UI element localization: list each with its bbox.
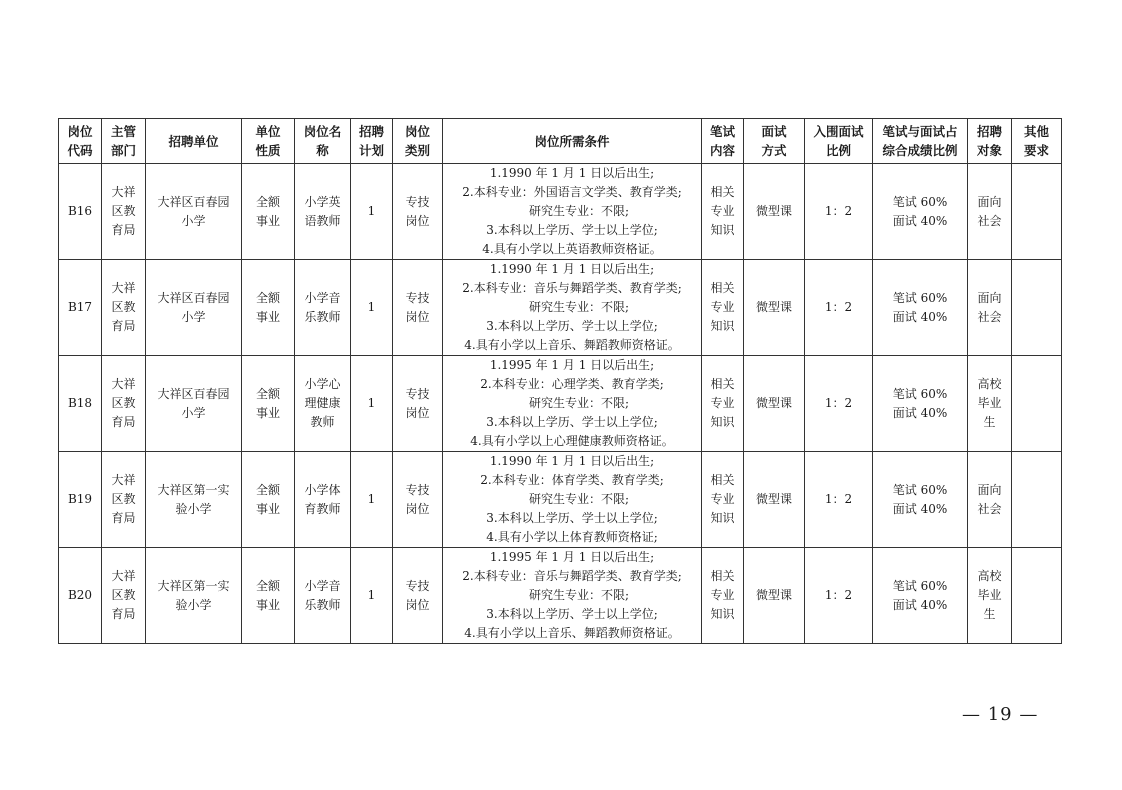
header-conditions: 岗位所需条件 [443, 119, 702, 164]
cell-other [1012, 260, 1062, 356]
cell-conditions [443, 164, 702, 260]
cell-target-text: 高校毕业生 [977, 377, 1002, 429]
cell-nature [242, 260, 295, 356]
recruitment-table [58, 118, 1062, 644]
weight-interview: 面试 40% [892, 213, 948, 228]
header-ratio: 入围面试比例 [805, 119, 873, 164]
cell-interview-text: 微型课 [755, 492, 792, 506]
condition-line: 2.本科专业：外国语言文学类、教育学类; [462, 185, 682, 199]
weight-interview: 面试 40% [892, 501, 948, 516]
cell-exam [702, 548, 744, 644]
header-other: 其他要求 [1012, 119, 1062, 164]
cell-nature-text: 全额事业 [255, 482, 280, 516]
header-nature: 单位性质 [242, 119, 295, 164]
cell-interview [744, 164, 805, 260]
condition-line: 2.本科专业：音乐与舞蹈学类、教育学类; [462, 569, 682, 583]
cell-other [1012, 548, 1062, 644]
cell-unit [146, 548, 242, 644]
cell-code-text: B18 [67, 396, 93, 410]
cell-category-text: 专技岗位 [405, 482, 430, 516]
table-row [59, 452, 1062, 548]
cell-unit [146, 452, 242, 548]
cell-exam [702, 452, 744, 548]
cell-conditions [443, 356, 702, 452]
condition-line: 4.具有小学以上音乐、舞蹈教师资格证。 [464, 338, 680, 352]
cell-dept [102, 164, 146, 260]
weight-written: 笔试 60% [892, 482, 948, 497]
condition-line: 2.本科专业：体育学类、教育学类; [480, 473, 664, 487]
cell-plan-text: 1 [367, 396, 376, 410]
cell-code-text: B20 [67, 588, 93, 602]
table-row [59, 356, 1062, 452]
cell-category [393, 548, 443, 644]
cell-nature-text: 全额事业 [255, 578, 280, 612]
cell-plan-text: 1 [367, 588, 376, 602]
cell-category [393, 164, 443, 260]
cell-dept-text: 大祥区教育局 [111, 569, 136, 621]
condition-line: 3.本科以上学历、学士以上学位; [486, 223, 658, 237]
cell-plan-text: 1 [367, 204, 376, 218]
cell-target [968, 356, 1012, 452]
cell-interview [744, 356, 805, 452]
cell-target-text: 面向社会 [977, 290, 1002, 324]
cell-target [968, 452, 1012, 548]
cell-position [295, 260, 351, 356]
cell-position [295, 452, 351, 548]
cell-weight [873, 164, 968, 260]
cell-plan [351, 164, 393, 260]
cell-code [59, 260, 102, 356]
cell-target [968, 260, 1012, 356]
header-position: 岗位名称 [295, 119, 351, 164]
header-code: 岗位代码 [59, 119, 102, 164]
cell-target-text: 面向社会 [977, 482, 1002, 516]
cell-unit-text: 大祥区百春园小学 [157, 290, 230, 324]
condition-line: 2.本科专业：音乐与舞蹈学类、教育学类; [462, 281, 682, 295]
condition-line: 1.1990 年 1 月 1 日以后出生; [489, 166, 655, 180]
weight-interview: 面试 40% [892, 597, 948, 612]
cell-nature [242, 452, 295, 548]
cell-position-text: 小学心理健康教师 [304, 377, 341, 429]
cell-category [393, 452, 443, 548]
condition-line: 研究生专业：不限; [528, 492, 630, 506]
weight-interview: 面试 40% [892, 405, 948, 420]
cell-weight [873, 548, 968, 644]
cell-plan [351, 548, 393, 644]
table-row [59, 548, 1062, 644]
cell-ratio-text: 1：2 [824, 396, 853, 410]
cell-conditions [443, 548, 702, 644]
cell-ratio-text: 1：2 [824, 492, 853, 506]
cell-interview [744, 260, 805, 356]
cell-dept [102, 548, 146, 644]
cell-target-text: 面向社会 [977, 194, 1002, 228]
cell-unit-text: 大祥区百春园小学 [157, 386, 230, 420]
cell-conditions [443, 260, 702, 356]
cell-dept-text: 大祥区教育局 [111, 185, 136, 237]
cell-weight [873, 452, 968, 548]
cell-nature [242, 164, 295, 260]
header-target: 招聘对象 [968, 119, 1012, 164]
weight-interview: 面试 40% [892, 309, 948, 324]
cell-weight [873, 260, 968, 356]
cell-other [1012, 164, 1062, 260]
condition-line: 3.本科以上学历、学士以上学位; [486, 319, 658, 333]
cell-other [1012, 452, 1062, 548]
header-interview: 面试方式 [744, 119, 805, 164]
cell-nature [242, 356, 295, 452]
cell-dept [102, 356, 146, 452]
cell-plan [351, 260, 393, 356]
cell-nature [242, 548, 295, 644]
cell-dept [102, 452, 146, 548]
cell-exam-text: 相关专业知识 [710, 185, 735, 237]
cell-position [295, 548, 351, 644]
cell-code-text: B17 [67, 300, 93, 314]
cell-ratio [805, 164, 873, 260]
cell-interview [744, 548, 805, 644]
weight-written: 笔试 60% [892, 578, 948, 593]
cell-plan-text: 1 [367, 492, 376, 506]
cell-code [59, 356, 102, 452]
condition-line: 研究生专业：不限; [528, 588, 630, 602]
condition-line: 4.具有小学以上音乐、舞蹈教师资格证。 [464, 626, 680, 640]
condition-line: 3.本科以上学历、学士以上学位; [486, 607, 658, 621]
condition-line: 1.1990 年 1 月 1 日以后出生; [489, 262, 655, 276]
cell-unit-text: 大祥区百春园小学 [157, 194, 230, 228]
header-category: 岗位类别 [393, 119, 443, 164]
header-exam: 笔试内容 [702, 119, 744, 164]
cell-unit [146, 260, 242, 356]
condition-line: 1.1990 年 1 月 1 日以后出生; [489, 454, 655, 468]
cell-dept-text: 大祥区教育局 [111, 377, 136, 429]
condition-line: 2.本科专业：心理学类、教育学类; [480, 377, 664, 391]
cell-category-text: 专技岗位 [405, 386, 430, 420]
condition-line: 1.1995 年 1 月 1 日以后出生; [489, 550, 655, 564]
cell-nature-text: 全额事业 [255, 386, 280, 420]
cell-code-text: B16 [67, 204, 93, 218]
cell-interview [744, 452, 805, 548]
cell-ratio [805, 356, 873, 452]
cell-ratio-text: 1：2 [824, 300, 853, 314]
cell-conditions [443, 452, 702, 548]
cell-code [59, 452, 102, 548]
cell-exam-text: 相关专业知识 [710, 569, 735, 621]
cell-category-text: 专技岗位 [405, 194, 430, 228]
condition-line: 4.具有小学以上心理健康教师资格证。 [470, 434, 674, 448]
cell-category-text: 专技岗位 [405, 290, 430, 324]
cell-unit [146, 164, 242, 260]
table-row [59, 260, 1062, 356]
cell-target-text: 高校毕业生 [977, 569, 1002, 621]
header-dept: 主管部门 [102, 119, 146, 164]
cell-code-text: B19 [67, 492, 93, 506]
cell-category-text: 专技岗位 [405, 578, 430, 612]
cell-interview-text: 微型课 [755, 588, 792, 602]
cell-position-text: 小学体育教师 [304, 482, 341, 516]
page-number: — 19 — [962, 704, 1039, 725]
cell-position-text: 小学音乐教师 [304, 578, 341, 612]
cell-target [968, 548, 1012, 644]
condition-line: 研究生专业：不限; [528, 204, 630, 218]
cell-target [968, 164, 1012, 260]
cell-dept-text: 大祥区教育局 [111, 281, 136, 333]
cell-ratio [805, 260, 873, 356]
cell-nature-text: 全额事业 [255, 194, 280, 228]
cell-category [393, 356, 443, 452]
cell-position [295, 164, 351, 260]
cell-position-text: 小学英语教师 [304, 194, 341, 228]
condition-line: 4.具有小学以上英语教师资格证。 [482, 242, 662, 256]
condition-line: 4.具有小学以上体育教师资格证; [486, 530, 658, 544]
header-plan: 招聘计划 [351, 119, 393, 164]
cell-nature-text: 全额事业 [255, 290, 280, 324]
cell-position [295, 356, 351, 452]
cell-plan [351, 356, 393, 452]
cell-ratio-text: 1：2 [824, 588, 853, 602]
cell-dept-text: 大祥区教育局 [111, 473, 136, 525]
header-weight: 笔试与面试占综合成绩比例 [873, 119, 968, 164]
cell-code [59, 164, 102, 260]
cell-exam [702, 356, 744, 452]
cell-exam-text: 相关专业知识 [710, 281, 735, 333]
weight-written: 笔试 60% [892, 290, 948, 305]
condition-line: 研究生专业：不限; [528, 300, 630, 314]
cell-interview-text: 微型课 [755, 204, 792, 218]
cell-category [393, 260, 443, 356]
cell-weight [873, 356, 968, 452]
cell-interview-text: 微型课 [755, 396, 792, 410]
cell-unit [146, 356, 242, 452]
cell-plan-text: 1 [367, 300, 376, 314]
cell-unit-text: 大祥区第一实验小学 [157, 578, 230, 612]
cell-exam [702, 164, 744, 260]
cell-exam-text: 相关专业知识 [710, 473, 735, 525]
cell-position-text: 小学音乐教师 [304, 290, 341, 324]
cell-plan [351, 452, 393, 548]
weight-written: 笔试 60% [892, 194, 948, 209]
cell-dept [102, 260, 146, 356]
cell-other [1012, 356, 1062, 452]
cell-interview-text: 微型课 [755, 300, 792, 314]
condition-line: 1.1995 年 1 月 1 日以后出生; [489, 358, 655, 372]
cell-ratio [805, 548, 873, 644]
cell-exam-text: 相关专业知识 [710, 377, 735, 429]
cell-unit-text: 大祥区第一实验小学 [157, 482, 230, 516]
cell-code [59, 548, 102, 644]
condition-line: 3.本科以上学历、学士以上学位; [486, 511, 658, 525]
weight-written: 笔试 60% [892, 386, 948, 401]
cell-exam [702, 260, 744, 356]
table-row [59, 164, 1062, 260]
cell-ratio [805, 452, 873, 548]
header-unit: 招聘单位 [146, 119, 242, 164]
cell-ratio-text: 1：2 [824, 204, 853, 218]
condition-line: 研究生专业：不限; [528, 396, 630, 410]
header-row [59, 119, 1062, 164]
condition-line: 3.本科以上学历、学士以上学位; [486, 415, 658, 429]
